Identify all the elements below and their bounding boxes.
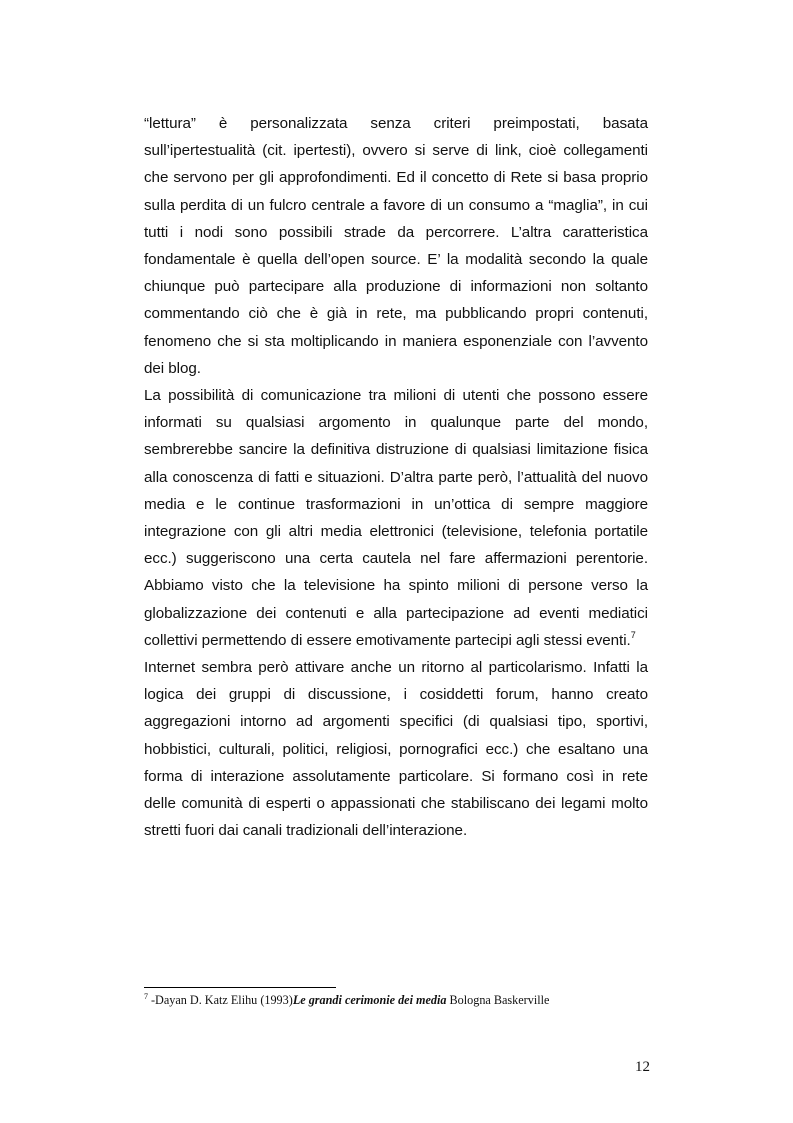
paragraph-3: Internet sembra però attivare anche un ritorno al particolarismo. Infatti la logica dei gruppi di discussione, i cosiddetti forum, hanno creato aggregazioni intorno ad argomenti specifici (di qualsiasi tipo, sportivi, hobbistici, culturali, politici, religiosi, pornografici ecc.) che esaltano una forma di interazione assolutamente particolare. Si formano così in rete delle comunità di esperti o appassionati che stabiliscano dei legami molto stretti fuori dai canali tradizionali dell’interazione. (144, 659, 648, 840)
page-number: 12 (635, 1059, 650, 1075)
footnote-separator (144, 987, 336, 988)
footnote-number: 7 (144, 991, 148, 1001)
footnote-title: Le grandi cerimonie dei media (292, 993, 447, 1007)
footnote (144, 992, 654, 1008)
paragraph-1: “lettura” è personalizzata senza criteri preimpostati, basata sull’ipertestualità (cit. ipertesti), ovvero si serve di link, cioè collegamenti che servono per gli approfondimenti. Ed il concetto di Rete si basa proprio sulla perdita di un fulcro centrale a favore di un consumo a “maglia”, in cui tutti i nodi sono possibili strade da percorrere. L’altra caratteristica fondamentale è quella dell’open source. E’ la modalità secondo la quale chiunque può partecipare alla produzione di informazioni non soltanto commentando ciò che è già in rete, ma pubblicando propri contenuti, fenomeno che si sta moltiplicando in maniera esponenziale con l’avvento dei blog. (144, 115, 648, 377)
paragraph-2 (144, 382, 648, 654)
footnote-reference[interactable]: 7 (630, 629, 636, 640)
footnote-suffix: Bologna Baskerville (446, 993, 550, 1007)
footnote-prefix: -Dayan D. Katz Elihu (1993) (151, 993, 293, 1007)
body-text (144, 110, 648, 844)
paragraph-2-text: La possibilità di comunicazione tra milioni di utenti che possono essere informati su qualsiasi argomento in qualunque parte del mondo, sembrerebbe sancire la definitiva distruzione di qualsiasi limitazione fisica alla conoscenza di fatti e situazioni. D’altra parte però, l’attualità del nuovo media e le continue trasformazioni in un’ottica di sempre maggiore integrazione con gli altri media elettronici (televisione, telefonia portatile ecc.) suggeriscono una certa cautela nel fare affermazioni perentorie. Abbiamo visto che la televisione ha spinto milioni di persone verso la globalizzazione dei contenuti e alla partecipazione ad eventi mediatici collettivi permettendo di essere emotivamente partecipi agli stessi eventi. (144, 387, 648, 649)
